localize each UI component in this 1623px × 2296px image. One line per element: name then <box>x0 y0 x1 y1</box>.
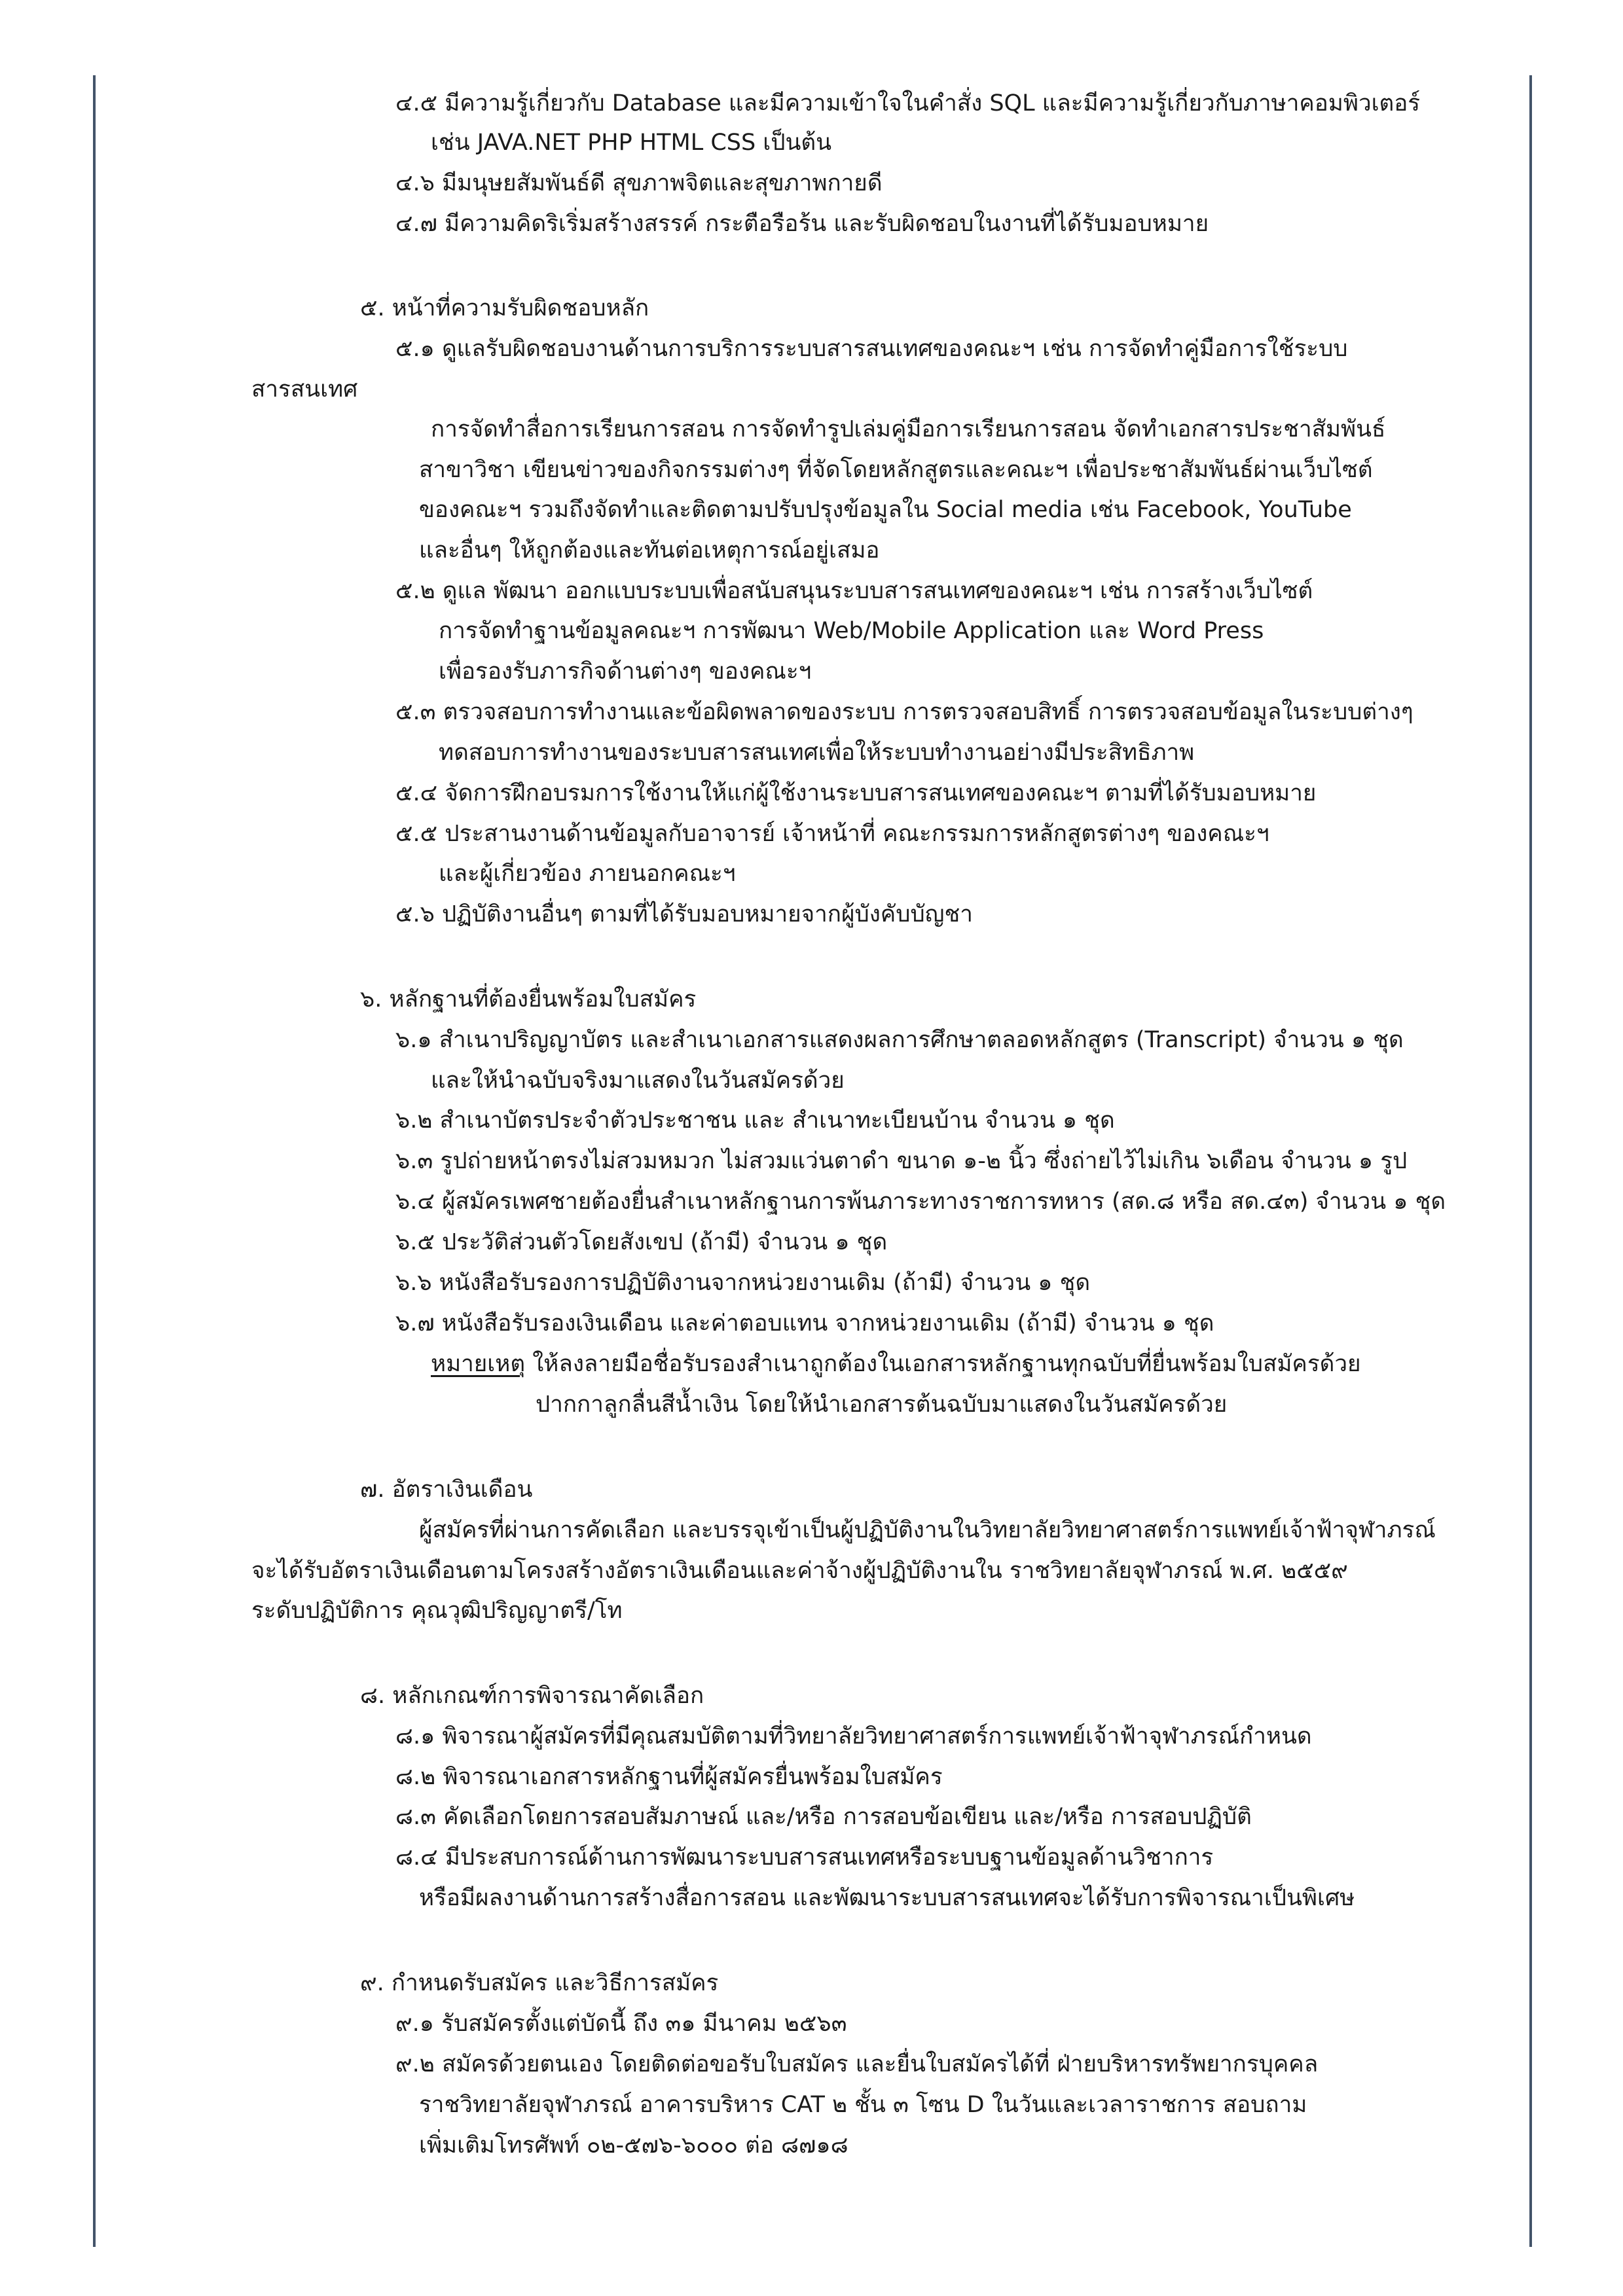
salary-paragraph-line-2: จะได้รับอัตราเงินเดือนตามโครงสร้างอัตราเงินเดือนและค่าจ้างผู้ปฏิบัติงานใน ราชวิทยาลัยจุฬาภรณ์ พ.ศ. ๒๕๕๙ <box>251 1558 1348 1584</box>
item-5-1-line-5: ของคณะฯ รวมถึงจัดทำและติดตามปรับปรุงข้อมูลใน Social media เช่น Facebook, YouTube <box>419 497 1352 523</box>
item-4-5-line-2: เช่น JAVA.NET PHP HTML CSS เป็นต้น <box>431 130 832 156</box>
salary-paragraph-line-1: ผู้สมัครที่ผ่านการคัดเลือก และบรรจุเข้าเป็นผู้ปฏิบัติงานในวิทยาลัยวิทยาศาสตร์การแพทย์เจ้าฟ้าจุฬาภรณ์ <box>419 1517 1436 1543</box>
section-5-heading: ๕. หน้าที่ความรับผิดชอบหลัก <box>360 295 649 321</box>
section-6-heading: ๖. หลักฐานที่ต้องยื่นพร้อมใบสมัคร <box>360 986 697 1013</box>
item-5-4: ๕.๔ จัดการฝึกอบรมการใช้งานให้แก่ผู้ใช้งานระบบสารสนเทศของคณะฯ ตามที่ได้รับมอบหมาย <box>395 780 1317 806</box>
note-text: ให้ลงลายมือชื่อรับรองสำเนาถูกต้องในเอกสารหลักฐานทุกฉบับที่ยื่นพร้อมใบสมัครด้วย <box>525 1351 1361 1377</box>
item-5-1-line-2: สารสนเทศ <box>251 376 358 403</box>
item-5-2-line-3: เพื่อรองรับภารกิจด้านต่างๆ ของคณะฯ <box>439 658 812 685</box>
item-6-1-line-2: และให้นำฉบับจริงมาแสดงในวันสมัครด้วย <box>431 1067 845 1094</box>
note-label: หมายเหตุ <box>431 1351 526 1377</box>
item-5-3-line-2: ทดสอบการทำงานของระบบสารสนเทศเพื่อให้ระบบทำงานอย่างมีประสิทธิภาพ <box>439 740 1195 766</box>
item-6-7: ๖.๗ หนังสือรับรองเงินเดือน และค่าตอบแทน จากหน่วยงานเดิม (ถ้ามี) จำนวน ๑ ชุด <box>395 1310 1214 1336</box>
item-9-1: ๙.๑ รับสมัครตั้งแต่บัดนี้ ถึง ๓๑ มีนาคม ๒๕๖๓ <box>395 2011 847 2037</box>
note-line-1 <box>431 1350 1361 1378</box>
item-5-5-line-1: ๕.๕ ประสานงานด้านข้อมูลกับอาจารย์ เจ้าหน้าที่ คณะกรรมการหลักสูตรต่างๆ ของคณะฯ <box>395 821 1269 847</box>
item-5-6: ๕.๖ ปฏิบัติงานอื่นๆ ตามที่ได้รับมอบหมายจากผู้บังคับบัญชา <box>395 901 973 927</box>
item-8-4-line-1: ๘.๔ มีประสบการณ์ด้านการพัฒนาระบบสารสนเทศหรือระบบฐานข้อมูลด้านวิชาการ <box>395 1844 1214 1871</box>
salary-paragraph-line-3: ระดับปฏิบัติการ คุณวุฒิปริญญาตรี/โท <box>251 1598 623 1624</box>
section-8-heading: ๘. หลักเกณฑ์การพิจารณาคัดเลือก <box>360 1683 704 1709</box>
item-6-1-line-1: ๖.๑ สำเนาปริญญาบัตร และสำเนาเอกสารแสดงผลการศึกษาตลอดหลักสูตร (Transcript) จำนวน ๑ ชุด <box>395 1027 1404 1053</box>
item-9-2-line-1: ๙.๒ สมัครด้วยตนเอง โดยติดต่อขอรับใบสมัคร และยื่นใบสมัครได้ที่ ฝ่ายบริหารทรัพยากรบุคคล <box>395 2051 1319 2077</box>
item-4-7: ๔.๗ มีความคิดริเริ่มสร้างสรรค์ กระตือรือร้น และรับผิดชอบในงานที่ได้รับมอบหมาย <box>395 211 1209 237</box>
item-5-3-line-1: ๕.๓ ตรวจสอบการทำงานและข้อผิดพลาดของระบบ การตรวจสอบสิทธิ์ การตรวจสอบข้อมูลในระบบต่างๆ <box>395 699 1413 725</box>
item-4-6: ๔.๖ มีมนุษยสัมพันธ์ดี สุขภาพจิตและสุขภาพกายดี <box>395 170 883 196</box>
item-5-1-line-4: สาขาวิชา เขียนข่าวของกิจกรรมต่างๆ ที่จัดโดยหลักสูตรและคณะฯ เพื่อประชาสัมพันธ์ผ่านเว็บไซต์ <box>419 457 1373 483</box>
item-4-5-line-1: ๔.๕ มีความรู้เกี่ยวกับ Database และมีความเข้าใจในคำสั่ง SQL และมีความรู้เกี่ยวกับภาษาคอมพิวเตอร์ <box>395 90 1421 117</box>
item-6-4: ๖.๔ ผู้สมัครเพศชายต้องยื่นสำเนาหลักฐานการพ้นภาระทางราชการทหาร (สด.๘ หรือ สด.๔๓) จำนวน ๑ ชุด <box>395 1189 1446 1215</box>
section-9-heading: ๙. กำหนดรับสมัคร และวิธีการสมัคร <box>360 1970 719 1996</box>
item-8-3: ๘.๓ คัดเลือกโดยการสอบสัมภาษณ์ และ/หรือ การสอบข้อเขียน และ/หรือ การสอบปฏิบัติ <box>395 1804 1252 1830</box>
item-6-3: ๖.๓ รูปถ่ายหน้าตรงไม่สวมหมวก ไม่สวมแว่นตาดำ ขนาด ๑-๒ นิ้ว ซึ่งถ่ายไว้ไม่เกิน ๖เดือน จำนวน ๑ รูป <box>395 1148 1408 1174</box>
item-5-1-line-1: ๕.๑ ดูแลรับผิดชอบงานด้านการบริการระบบสารสนเทศของคณะฯ เช่น การจัดทำคู่มือการใช้ระบบ <box>395 336 1348 362</box>
note-line-2: ปากกาลูกลื่นสีน้ำเงิน โดยให้นำเอกสารต้นฉบับมาแสดงในวันสมัครด้วย <box>536 1391 1228 1418</box>
item-5-2-line-1: ๕.๒ ดูแล พัฒนา ออกแบบระบบเพื่อสนับสนุนระบบสารสนเทศของคณะฯ เช่น การสร้างเว็บไซต์ <box>395 578 1313 604</box>
left-margin-rule <box>93 75 96 2247</box>
item-5-1-line-3: การจัดทำสื่อการเรียนการสอน การจัดทำรูปเล่มคู่มือการเรียนการสอน จัดทำเอกสารประชาสัมพันธ์ <box>431 416 1386 442</box>
item-8-2: ๘.๒ พิจารณาเอกสารหลักฐานที่ผู้สมัครยื่นพร้อมใบสมัคร <box>395 1764 943 1790</box>
right-margin-rule <box>1529 75 1532 2247</box>
item-9-2-line-2: ราชวิทยาลัยจุฬาภรณ์ อาคารบริหาร CAT ๒ ชั้น ๓ โซน D ในวันและเวลาราชการ สอบถาม <box>419 2092 1307 2118</box>
item-8-1: ๘.๑ พิจารณาผู้สมัครที่มีคุณสมบัติตามที่วิทยาลัยวิทยาศาสตร์การแพทย์เจ้าฟ้าจุฬาภรณ์กำหนด <box>395 1723 1312 1749</box>
item-6-5: ๖.๕ ประวัติส่วนตัวโดยสังเขป (ถ้ามี) จำนวน ๑ ชุด <box>395 1229 888 1255</box>
item-5-5-line-2: และผู้เกี่ยวข้อง ภายนอกคณะฯ <box>439 861 736 887</box>
item-9-2-line-3: เพิ่มเติมโทรศัพท์ ๐๒-๕๗๖-๖๐๐๐ ต่อ ๘๗๑๘ <box>419 2132 848 2159</box>
item-5-2-line-2: การจัดทำฐานข้อมูลคณะฯ การพัฒนา Web/Mobile Application และ Word Press <box>439 618 1264 644</box>
item-6-2: ๖.๒ สำเนาบัตรประจำตัวประชาชน และ สำเนาทะเบียนบ้าน จำนวน ๑ ชุด <box>395 1107 1115 1134</box>
item-8-4-line-2: หรือมีผลงานด้านการสร้างสื่อการสอน และพัฒนาระบบสารสนเทศจะได้รับการพิจารณาเป็นพิเศษ <box>419 1885 1355 1911</box>
section-7-heading: ๗. อัตราเงินเดือน <box>360 1477 533 1503</box>
item-6-6: ๖.๖ หนังสือรับรองการปฏิบัติงานจากหน่วยงานเดิม (ถ้ามี) จำนวน ๑ ชุด <box>395 1270 1091 1296</box>
item-5-1-line-6: และอื่นๆ ให้ถูกต้องและทันต่อเหตุการณ์อยู่เสมอ <box>419 537 880 564</box>
